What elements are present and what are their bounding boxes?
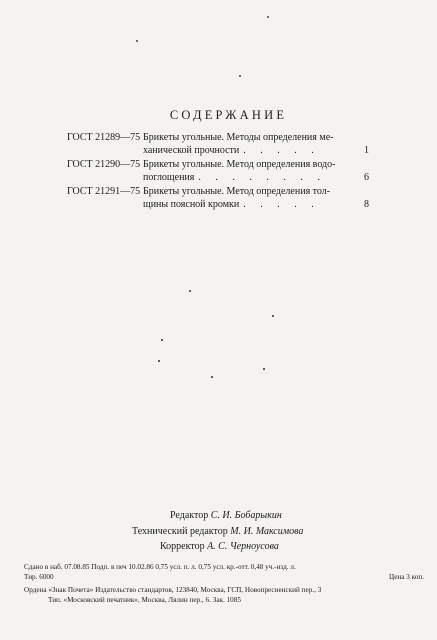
scan-speck — [267, 16, 269, 18]
credit-role: Технический редактор — [132, 525, 228, 537]
toc-page-number: 1 — [364, 144, 369, 156]
toc-dot-leader: . . . . . . . . — [198, 171, 326, 183]
credit-name: М. И. Максимова — [230, 525, 304, 537]
scan-speck — [239, 75, 241, 77]
toc-title-line — [143, 145, 353, 158]
credit-name: А. С. Черноусова — [207, 541, 279, 552]
toc-standard-code: ГОСТ 21291—75 — [67, 186, 141, 197]
toc-title-line — [143, 199, 353, 212]
credit-editor — [0, 508, 437, 524]
credit-role: Корректор — [160, 541, 205, 552]
scan-speck — [272, 315, 274, 317]
scan-speck — [158, 360, 160, 362]
publication-imprint — [24, 563, 424, 605]
toc-title-line: Брикеты угольные. Метод определения водо- — [143, 159, 336, 170]
toc-title — [143, 159, 353, 184]
credit-name: С. И. Бобарыкин — [210, 510, 282, 521]
toc-page-number: 6 — [364, 171, 369, 183]
imprint-circulation: Тир. 6000 — [24, 572, 54, 581]
toc-title-continuation: ханической прочности — [143, 144, 240, 156]
toc-title-continuation: щины поясной кромки — [143, 198, 240, 210]
toc-title-line: Брикеты угольные. Метод определения тол- — [143, 186, 331, 197]
credit-technical-editor — [0, 524, 437, 540]
imprint-print-details: Сдано в наб. 07.08.85 Подп. в печ 10.02.86 0,75 усл. п. л. 0,75 усл. кр.-отт. 0,48 уч.-изд. л. — [24, 563, 296, 571]
editorial-credits — [0, 508, 437, 555]
toc-title — [143, 186, 353, 211]
scan-speck — [189, 290, 191, 292]
toc-title — [143, 132, 353, 157]
imprint-printer: Тип. «Московский печатник», Москва, Лялин пер., 6. Зак. 1085 — [48, 595, 241, 604]
toc-entry — [67, 159, 379, 184]
toc-title-line — [143, 172, 353, 185]
toc-entry — [67, 186, 379, 211]
toc-dot-leader: . . . . . — [243, 198, 320, 210]
toc-title-continuation: поглощения — [143, 171, 195, 183]
scan-speck — [136, 40, 138, 42]
imprint-price: Цена 3 коп. — [389, 572, 424, 581]
toc-entry — [67, 132, 379, 157]
scan-speck — [161, 339, 163, 341]
page-heading: СОДЕРЖАНИЕ — [169, 108, 288, 122]
toc-page-number: 8 — [364, 198, 369, 210]
table-of-contents — [67, 132, 379, 213]
toc-standard-code: ГОСТ 21290—75 — [67, 159, 141, 170]
credit-role: Редактор — [170, 510, 209, 521]
imprint-circulation-row — [24, 573, 424, 583]
toc-dot-leader: . . . . . — [243, 144, 320, 156]
imprint-publisher: Ордена «Знак Почета» Издательство стандартов, 123840, Москва, ГСП, Новопресненский пер., 3 — [24, 586, 322, 594]
scan-speck — [263, 368, 265, 370]
credit-proofreader — [0, 539, 437, 555]
toc-standard-code: ГОСТ 21289—75 — [67, 132, 141, 143]
scan-speck — [211, 376, 213, 378]
toc-title-line: Брикеты угольные. Методы определения ме- — [143, 132, 334, 143]
